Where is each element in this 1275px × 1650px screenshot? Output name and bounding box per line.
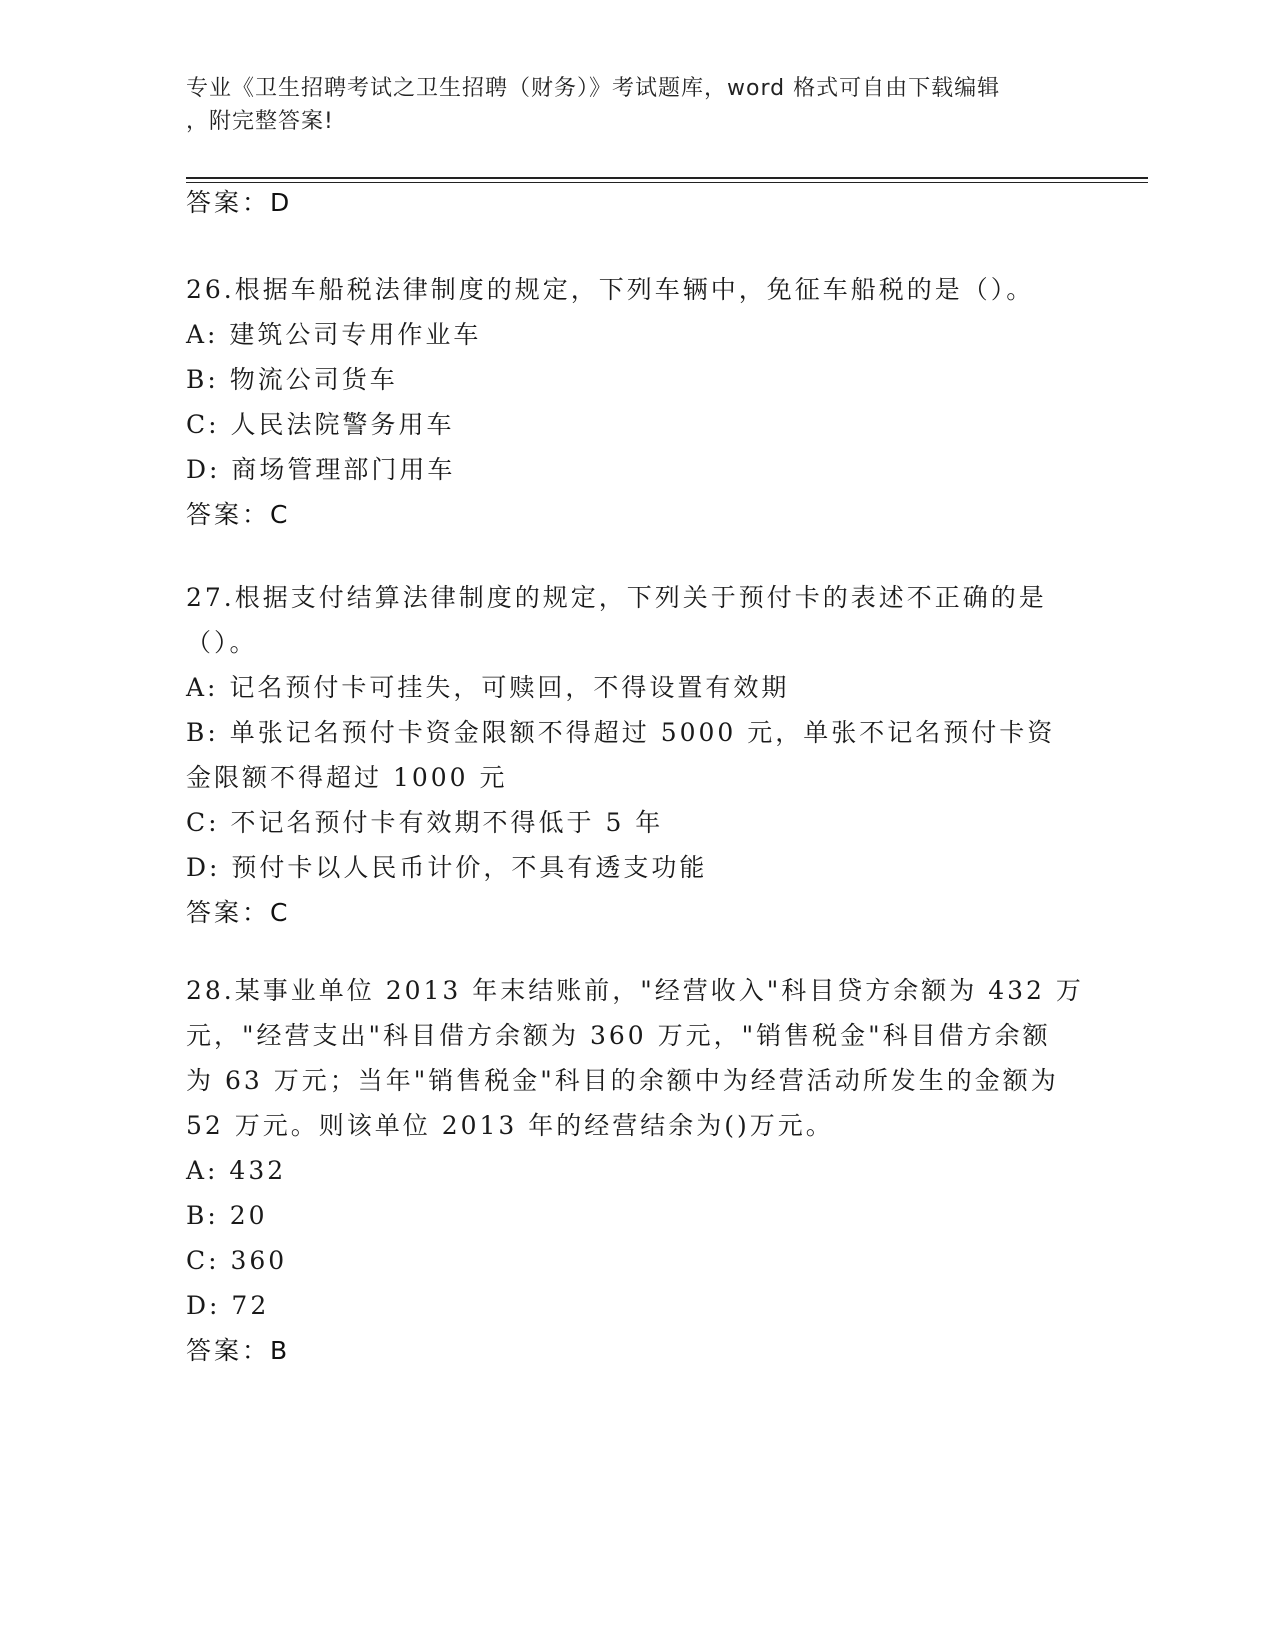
question-28-answer: 答案：B: [186, 1336, 291, 1365]
document-header: [186, 72, 1066, 138]
question-27-option-b-line-1: B: 单张记名预付卡资金限额不得超过 5000 元，单张不记名预付卡资: [186, 718, 1056, 747]
question-27-stem-line-2: （）。: [186, 628, 258, 657]
question-28-stem-line-3: 为 63 万元；当年"销售税金"科目的余额中为经营活动所发生的金额为: [186, 1066, 1059, 1095]
question-28-stem-line-4: 52 万元。则该单位 2013 年的经营结余为()万元。: [186, 1111, 834, 1140]
header-line-1: 专业《卫生招聘考试之卫生招聘（财务）》考试题库，word 格式可自由下载编辑: [186, 76, 1001, 101]
question-26-option-a: A: 建筑公司专用作业车: [186, 320, 482, 349]
question-28-stem-line-1: 28.某事业单位 2013 年末结账前，"经营收入"科目贷方余额为 432 万: [186, 976, 1084, 1005]
question-26-option-b: B: 物流公司货车: [186, 365, 398, 394]
question-27-option-d: D: 预付卡以人民币计价，不具有透支功能: [186, 853, 708, 882]
question-26: [186, 267, 1076, 537]
question-26-answer: 答案：C: [186, 500, 291, 529]
question-27-option-b-line-2: 金限额不得超过 1000 元: [186, 763, 508, 792]
question-28-option-c: C: 360: [186, 1246, 288, 1275]
question-27: [186, 575, 1076, 935]
question-27-stem-line-1: 27.根据支付结算法律制度的规定，下列关于预付卡的表述不正确的是: [186, 583, 1047, 612]
question-26-stem: 26.根据车船税法律制度的规定，下列车辆中，免征车船税的是（）。: [186, 275, 1035, 304]
question-27-answer: 答案：C: [186, 898, 291, 927]
question-26-option-c: C: 人民法院警务用车: [186, 410, 455, 439]
question-27-option-a: A: 记名预付卡可挂失，可赎回，不得设置有效期: [186, 673, 790, 702]
question-28: [186, 968, 1084, 1373]
question-28-option-d: D: 72: [186, 1291, 270, 1320]
header-rule-thick: [186, 177, 1148, 179]
question-26-option-d: D: 商场管理部门用车: [186, 455, 456, 484]
question-27-option-c: C: 不记名预付卡有效期不得低于 5 年: [186, 808, 664, 837]
header-line-2: ，附完整答案!: [186, 109, 334, 134]
previous-answer: 答案：D: [186, 188, 293, 217]
question-28-stem-line-2: 元，"经营支出"科目借方余额为 360 万元，"销售税金"科目借方余额: [186, 1021, 1051, 1050]
question-28-option-b: B: 20: [186, 1201, 268, 1230]
previous-answer-block: [186, 180, 1076, 225]
question-28-option-a: A: 432: [186, 1156, 287, 1185]
